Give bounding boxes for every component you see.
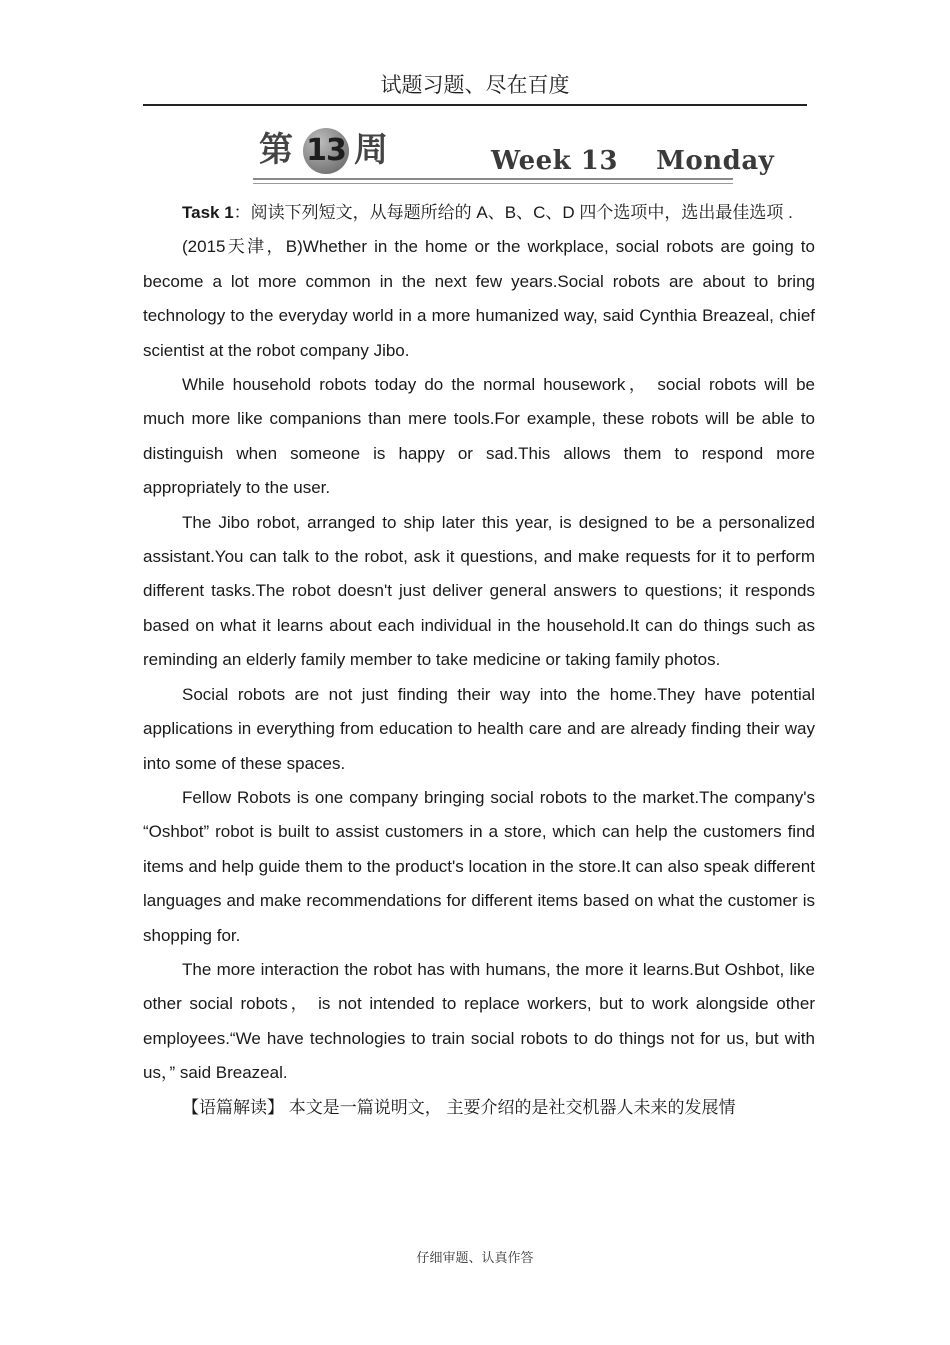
reading-label: 【语篇解读】 <box>182 1097 284 1118</box>
week-prefix: 第 <box>259 130 293 170</box>
paragraph-5: Fellow Robots is one company bringing social robots to the market.The company's “Oshbot” robot is built to assist customers in a store, which can help the customers find items and help guide them to the product's location in the store.It can also speak different languages and make recommendations for different items based on what the customer is shopping for. <box>143 787 815 945</box>
banner-rule-top <box>253 178 733 180</box>
paragraph-6: The more interaction the robot has with humans, the more it learns.But Oshbot, like other social robots， is not intended to replace workers, but to work alongside other employees.“We have technologies to train social robots to do things not for us, but with us，” said Breazeal. <box>143 959 815 1083</box>
paragraph-2: While household robots today do the normal housework， social robots will be much more like companions than mere tools.For example, these robots will be able to distinguish when someone is happy or sad.This allows them to respond more appropriately to the user. <box>143 375 815 498</box>
week-banner <box>253 124 775 188</box>
reading-text: 本文是一篇说明文， 主要介绍的是社交机器人未来的发展情 <box>284 1097 736 1117</box>
page-header <box>143 68 807 106</box>
paragraph-3: The Jibo robot, arranged to ship later this year, is designed to be a personalized assistant.You can talk to the robot, ask it questions, and make requests for it to perform different tasks.The robot doesn't just deliver general answers to questions; it responds based on what it learns about each individual in the household.It can do things such as reminding an elderly family member to take medicine or taking family photos. <box>143 512 815 670</box>
reading-analysis <box>143 1091 815 1125</box>
task-label: Task 1 <box>182 203 234 222</box>
banner-rule-bottom <box>253 183 733 184</box>
paragraph-4: Social robots are not just finding their way into the home.They have potential applications in everything from education to health care and are already finding their way into some of these spaces. <box>143 684 815 773</box>
week-suffix: 周 <box>354 130 388 170</box>
header-title: 试题习题、尽在百度 <box>380 73 570 97</box>
paragraph-1: (2015天津，B)Whether in the home or the workplace, social robots are going to become a lot more common in the next few years.Social robots are about to bring technology to the everyday world in a more humanized way, said Cynthia Breazeal, chief scientist at the robot company Jibo. <box>143 237 815 360</box>
page-footer <box>0 1247 950 1266</box>
task-instruction <box>143 196 815 230</box>
week-number-badge: 13 <box>303 128 349 174</box>
footer-text: 仔细审题、认真作答 <box>416 1251 534 1266</box>
article-body <box>143 196 815 1125</box>
task-instruction-text: ：阅读下列短文，从每题所给的 A、B、C、D 四个选项中，选出最佳选项 . <box>233 203 793 222</box>
week-day-label: Week 13 Monday <box>491 146 775 176</box>
